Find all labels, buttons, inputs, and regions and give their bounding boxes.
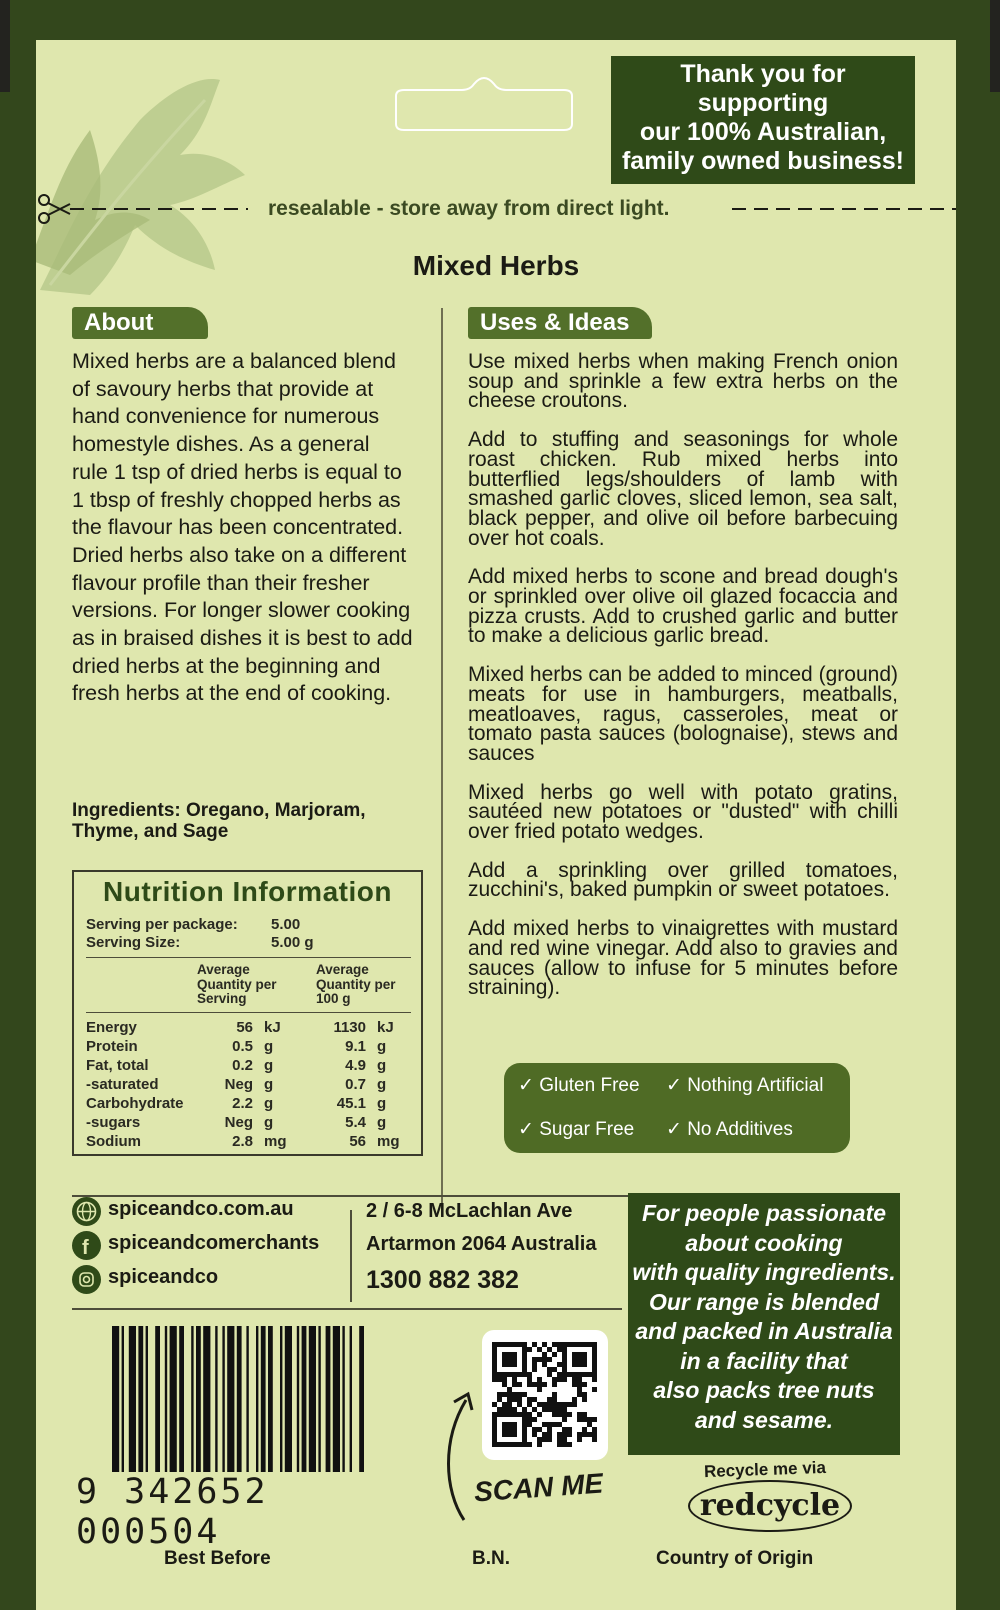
nutrition-title: Nutrition Information: [103, 876, 392, 907]
per-100g-unit: mg: [377, 1133, 400, 1150]
check-icon: ✓: [666, 1119, 688, 1140]
per-serving-value: 0.5: [232, 1038, 253, 1055]
globe-icon: [72, 1197, 101, 1226]
nutrient-name: Sodium: [86, 1133, 141, 1150]
per-serving-value: 2.8: [232, 1133, 253, 1150]
qr-pattern: [482, 1330, 608, 1460]
serving-size-label: Serving Size:: [86, 934, 181, 951]
nutrition-panel: [72, 870, 423, 1156]
thanks-line: Thank you for: [680, 60, 846, 88]
recycle-note: Recycle me via: [703, 1457, 827, 1482]
per-serving-value: 2.2: [232, 1095, 253, 1112]
per-serving-value: 0.2: [232, 1057, 253, 1074]
hang-hole: [390, 74, 578, 134]
header-line: 100 g: [316, 991, 351, 1006]
country-of-origin-label: Country of Origin: [656, 1548, 814, 1569]
about-line: dried herbs at the beginning and: [72, 653, 381, 678]
nutrition-divider: [86, 1012, 411, 1013]
per-100g-value: 1130: [333, 1019, 366, 1036]
per-100g-value: 4.9: [345, 1057, 366, 1074]
uses-heading: Uses & Ideas: [468, 307, 652, 339]
instagram-icon: [72, 1265, 101, 1294]
barcode-number: 9 342652 000504: [76, 1472, 416, 1552]
address-line: Artarmon 2064 Australia: [366, 1233, 597, 1255]
redcycle-logo: redcycle: [688, 1480, 852, 1532]
reseal-note: resealable - store away from direct light.: [268, 197, 670, 220]
about-line: of savoury herbs that provide at: [72, 376, 374, 401]
best-before-label: Best Before: [164, 1548, 271, 1569]
about-line: 1 tbsp of freshly chopped herbs as: [72, 487, 401, 512]
per-serving-unit: g: [264, 1057, 274, 1074]
per-100g-value: 0.7: [345, 1076, 366, 1093]
facebook-link[interactable]: spiceandcomerchants: [108, 1232, 320, 1254]
uses-paragraph: Add to stuffing and seasonings for whole roast chicken. Rub mixed herbs into butterflied legs/shoulders of lamb with smashed garlic cloves, sliced lemon, sea salt, black pepper, and olive oil before barbecuing over hot coals.: [468, 428, 898, 550]
per-100g-unit: g: [377, 1038, 387, 1055]
uses-paragraph: Mixed herbs go well with potato gratins, sautéed new potatoes or "dusted" with chilli over fried potato wedges.: [468, 780, 898, 844]
per-100g-header: [316, 963, 396, 1007]
right-edge-strip: [990, 0, 1000, 92]
about-line: rule 1 tsp of dried herbs is equal to: [72, 459, 402, 484]
thanks-line: supporting: [697, 89, 829, 117]
passion-line: with quality ingredients.: [632, 1259, 896, 1285]
badge-nothing-artificial: [666, 1074, 823, 1097]
uses-paragraph: Add mixed herbs to vinaigrettes with mustard and red wine vinegar. Add also to gravies and sauces (allow to infuse for 5 minutes before straining).: [468, 917, 898, 1000]
passion-line: Our range is blended: [648, 1288, 880, 1315]
per-100g-unit: g: [377, 1114, 387, 1131]
about-line: as in braised dishes it is best to add: [72, 626, 413, 651]
check-icon: ✓: [518, 1119, 540, 1140]
per-100g-value: 45.1: [336, 1095, 366, 1112]
about-line: Dried herbs also take on a different: [72, 542, 407, 567]
per-serving-unit: mg: [264, 1133, 287, 1150]
passion-line: For people passionate: [641, 1200, 887, 1226]
passion-line: also packs tree nuts: [653, 1377, 875, 1403]
servings-label: Serving per package:: [86, 916, 238, 933]
uses-paragraph: Use mixed herbs when making French onion soup and sprinkle a few extra herbs on the cheese croutons.: [468, 350, 898, 413]
thanks-line: family owned business!: [621, 147, 904, 175]
per-serving-value: Neg: [224, 1076, 253, 1093]
badge-no-additives: [666, 1118, 793, 1141]
check-icon: ✓: [518, 1075, 540, 1096]
nutrient-name: -saturated: [86, 1076, 159, 1093]
thank-you-banner: [611, 56, 915, 184]
badge-label: No Additives: [687, 1119, 793, 1140]
per-serving-unit: g: [264, 1114, 274, 1131]
uses-text: [468, 352, 898, 1017]
check-icon: ✓: [666, 1075, 688, 1096]
passion-line: in a facility that: [680, 1347, 848, 1374]
left-edge-strip: [0, 0, 10, 92]
about-heading: About: [72, 307, 208, 339]
per-serving-unit: g: [264, 1076, 274, 1093]
scissors-icon: [39, 195, 70, 223]
svg-text:f: f: [82, 1237, 89, 1259]
passion-line: about cooking: [685, 1229, 843, 1256]
per-100g-unit: g: [377, 1095, 387, 1112]
header-line: Average: [316, 962, 369, 977]
badge-gluten-free: [518, 1074, 640, 1097]
facebook-icon: [72, 1231, 101, 1260]
servings-value: 5.00: [271, 916, 301, 933]
per-100g-value: 5.4: [345, 1114, 366, 1131]
per-100g-value: 56: [349, 1133, 366, 1150]
ingredients: [72, 800, 422, 842]
passion-line: and packed in Australia: [635, 1318, 893, 1344]
per-serving-unit: kJ: [264, 1019, 281, 1036]
nutrition-divider: [86, 957, 411, 958]
per-100g-value: 9.1: [345, 1038, 366, 1055]
passion-statement: [628, 1193, 900, 1455]
packet-back-panel: [36, 40, 956, 1610]
nutrient-name: Energy: [86, 1019, 137, 1036]
uses-paragraph: Mixed herbs can be added to minced (ground) meats for use in hamburgers, meatballs, meatloaves, ragus, casseroles, meat or tomato pasta sauces (bolognaise), stews and sauces: [468, 663, 898, 765]
per-100g-unit: g: [377, 1076, 387, 1093]
contact-divider: [350, 1210, 352, 1302]
per-100g-unit: kJ: [377, 1019, 394, 1036]
website-link[interactable]: spiceandco.com.au: [108, 1198, 294, 1220]
per-serving-unit: g: [264, 1038, 274, 1055]
per-serving-header: [197, 963, 277, 1007]
badge-label: Gluten Free: [539, 1075, 640, 1096]
section-divider: [72, 1308, 622, 1310]
column-divider: [441, 308, 443, 1208]
nutrient-name: Protein: [86, 1038, 138, 1055]
uses-paragraph: Add a sprinkling over grilled tomatoes, zucchini's, baked pumpkin or sweet potatoes.: [468, 858, 898, 902]
about-line: homestyle dishes. As a general: [72, 432, 370, 457]
ingredients-line: Ingredients: Oregano, Marjoram,: [72, 800, 366, 821]
instagram-link[interactable]: spiceandco: [108, 1266, 219, 1288]
badge-label: Nothing Artificial: [687, 1075, 824, 1096]
claims-badge: [504, 1063, 850, 1153]
qr-code[interactable]: [482, 1330, 608, 1460]
nutrient-name: Fat, total: [86, 1057, 149, 1074]
serving-size-value: 5.00 g: [271, 934, 314, 951]
ingredients-line: Thyme, and Sage: [72, 821, 229, 842]
batch-number-label: B.N.: [472, 1548, 510, 1569]
about-line: fresh herbs at the end of cooking.: [72, 681, 392, 706]
phone-number[interactable]: 1300 882 382: [366, 1266, 519, 1294]
about-line: Mixed herbs are a balanced blend: [72, 349, 396, 373]
badge-label: Sugar Free: [539, 1119, 635, 1140]
per-serving-value: 56: [236, 1019, 253, 1036]
per-serving-unit: g: [264, 1095, 274, 1112]
nutrient-name: -sugars: [86, 1114, 141, 1131]
passion-line: and sesame.: [694, 1406, 834, 1433]
header-line: Average: [197, 962, 250, 977]
thanks-line: our 100% Australian,: [639, 118, 887, 146]
nutrient-name: Carbohydrate: [86, 1095, 184, 1112]
address-line: 2 / 6-8 McLachlan Ave: [366, 1200, 573, 1222]
about-text: [72, 348, 422, 708]
about-line: versions. For longer slower cooking: [72, 598, 411, 623]
scan-me-label: SCAN ME: [473, 1467, 605, 1508]
header-line: Quantity per: [197, 976, 277, 992]
about-line: the flavour has been concentrated.: [72, 515, 404, 540]
per-100g-unit: g: [377, 1057, 387, 1074]
header-line: Quantity per: [316, 976, 396, 992]
header-line: Serving: [197, 991, 247, 1006]
product-title: Mixed Herbs: [412, 250, 580, 281]
about-line: hand convenience for numerous: [72, 404, 380, 429]
uses-paragraph: Add mixed herbs to scone and bread dough's or sprinkled over olive oil glazed focaccia and pizza crusts. Add to crushed garlic and butter to make a delicious garlic bread.: [468, 565, 898, 648]
about-line: flavour profile than their fresher: [72, 570, 370, 595]
per-serving-value: Neg: [224, 1114, 253, 1131]
badge-sugar-free: [518, 1118, 634, 1141]
